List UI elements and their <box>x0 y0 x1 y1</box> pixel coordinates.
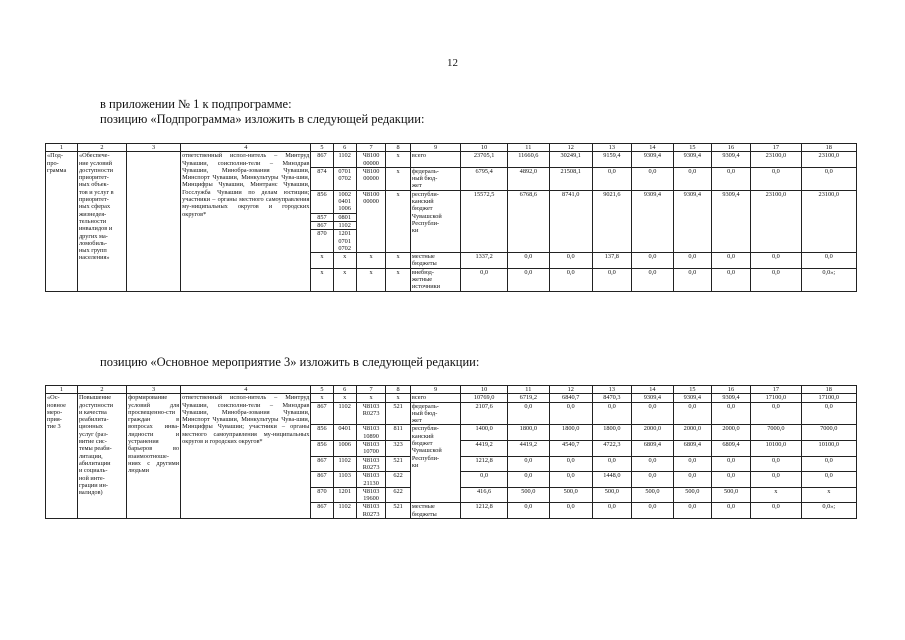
value-cell: 0,0 <box>592 402 631 425</box>
value-cell: 0,0 <box>461 268 508 291</box>
value-cell: 500,0 <box>711 487 750 503</box>
table-cell: 856 <box>311 190 333 213</box>
value-cell: 9309,4 <box>632 394 674 402</box>
table-row <box>46 152 857 168</box>
column-number: 13 <box>592 386 631 394</box>
table-cell: 1102 <box>333 152 356 168</box>
value-cell: 10769,0 <box>461 394 508 402</box>
table-cell: 521 <box>386 402 411 425</box>
table-cell: 1201 <box>333 487 356 503</box>
value-cell: 15572,5 <box>461 190 508 252</box>
value-cell: 0,0 <box>711 503 750 519</box>
column-number: 18 <box>801 386 856 394</box>
value-cell: 17100,0 <box>751 394 801 402</box>
table-cell: x <box>386 190 411 252</box>
table-cell: внебюд- жетные источники <box>410 268 460 291</box>
table-cell: федераль- ный бюд- жет <box>410 167 460 190</box>
table-cell: 1006 <box>333 441 356 457</box>
table-cell: x <box>311 253 333 269</box>
value-cell: 0,0 <box>751 253 801 269</box>
table-cell: 867 <box>311 472 333 488</box>
value-cell: 23100,0 <box>801 190 856 252</box>
table-cell: x <box>356 268 385 291</box>
table-cell: x <box>356 394 385 402</box>
section-2-heading: позицию «Основное мероприятие 3» изложить в следующей редакции: <box>100 355 480 369</box>
value-cell: 0,0 <box>549 402 592 425</box>
value-cell: 500,0 <box>549 487 592 503</box>
value-cell: 6809,4 <box>711 441 750 457</box>
column-number: 5 <box>311 144 333 152</box>
value-cell: 21508,1 <box>549 167 592 190</box>
table-cell: 1102 <box>333 503 356 519</box>
value-cell: 2000,0 <box>632 425 674 441</box>
table-cell: 870 <box>311 230 333 253</box>
table-cell: Ч8100 00000 <box>356 167 385 190</box>
value-cell: 0,0 <box>632 167 674 190</box>
value-cell: 1448,0 <box>592 472 631 488</box>
value-cell: 9309,4 <box>632 190 674 252</box>
value-cell: 1337,2 <box>461 253 508 269</box>
table-cell: Ч8103 21130 <box>356 472 385 488</box>
table-cell: «Обеспече- ние условий доступности приоритет- ных объек- тов и услуг в приоритет- ных сферах жизнедея- тельности инвалидов и других ма- ломобиль- ных групп населения» <box>77 152 126 291</box>
value-cell: 0,0 <box>751 167 801 190</box>
value-cell: 0,0 <box>751 268 801 291</box>
value-cell: 0,0 <box>632 268 674 291</box>
table-cell: 0401 <box>333 425 356 441</box>
table-cell: республи- канский бюджет Чувашской Республи- ки <box>410 190 460 252</box>
value-cell: 0,0 <box>549 253 592 269</box>
page-number: 12 <box>447 57 458 69</box>
table-cell: 323 <box>386 441 411 457</box>
table-cell: 1201 0701 0702 <box>333 230 356 253</box>
value-cell: 4540,7 <box>549 441 592 457</box>
value-cell: 1212,8 <box>461 456 508 472</box>
table-cell: 1102 <box>333 456 356 472</box>
value-cell: 9021,6 <box>592 190 631 252</box>
value-cell: 0,0 <box>507 503 549 519</box>
value-cell: 6840,7 <box>549 394 592 402</box>
column-number: 14 <box>632 144 674 152</box>
value-cell: 23100,0 <box>801 152 856 168</box>
value-cell: 11660,6 <box>507 152 549 168</box>
column-number: 3 <box>127 144 181 152</box>
value-cell: 500,0 <box>673 487 711 503</box>
column-number: 2 <box>77 386 126 394</box>
table-cell: x <box>356 253 385 269</box>
value-cell: 0,0 <box>549 503 592 519</box>
value-cell: 0,0 <box>801 402 856 425</box>
table-cell: x <box>333 394 356 402</box>
value-cell: 0,0 <box>673 503 711 519</box>
column-number: 4 <box>181 386 311 394</box>
table-cell: 622 <box>386 472 411 488</box>
value-cell: 0,0 <box>801 167 856 190</box>
value-cell: 7000,0 <box>751 425 801 441</box>
column-number: 16 <box>711 144 750 152</box>
value-cell: 0,0 <box>673 456 711 472</box>
value-cell: 23100,0 <box>751 152 801 168</box>
value-cell: 0,0 <box>711 268 750 291</box>
table-cell: 521 <box>386 456 411 472</box>
table-cell: Ч8103 R0273 <box>356 456 385 472</box>
value-cell: 0,0 <box>632 456 674 472</box>
table-cell: 811 <box>386 425 411 441</box>
value-cell: 0,0 <box>549 472 592 488</box>
column-number: 5 <box>311 386 333 394</box>
table-cell: Ч8100 00000 <box>356 190 385 252</box>
value-cell: 0,0 <box>507 472 549 488</box>
table-cell: 0701 0702 <box>333 167 356 190</box>
value-cell: 4722,3 <box>592 441 631 457</box>
table-cell: Ч8103 10700 <box>356 441 385 457</box>
value-cell: 9309,4 <box>632 152 674 168</box>
value-cell: 6809,4 <box>673 441 711 457</box>
value-cell: 500,0 <box>632 487 674 503</box>
value-cell: 9309,4 <box>673 394 711 402</box>
table-cell: 521 <box>386 503 411 519</box>
table-cell: x <box>386 268 411 291</box>
column-number: 7 <box>356 144 385 152</box>
table-cell: 867 <box>311 152 333 168</box>
table-cell: 867 <box>311 221 333 229</box>
column-number: 10 <box>461 386 508 394</box>
value-cell: 9309,4 <box>711 152 750 168</box>
value-cell: 0,0 <box>507 253 549 269</box>
table-cell: x <box>333 268 356 291</box>
value-cell: 0,0 <box>751 456 801 472</box>
value-cell: 0,0 <box>751 503 801 519</box>
value-cell: 137,8 <box>592 253 631 269</box>
column-number: 12 <box>549 144 592 152</box>
value-cell: 0,0 <box>632 503 674 519</box>
value-cell: 0,0 <box>751 402 801 425</box>
value-cell: 8470,3 <box>592 394 631 402</box>
table-cell: x <box>311 268 333 291</box>
table-cell: федераль- ный бюд- жет <box>410 402 460 425</box>
table-cell: Ч8103 R0273 <box>356 503 385 519</box>
table-cell: местные бюджеты <box>410 503 460 519</box>
value-cell: 1212,8 <box>461 503 508 519</box>
column-number-row <box>46 144 857 152</box>
value-cell: 8741,0 <box>549 190 592 252</box>
value-cell: 4419,2 <box>461 441 508 457</box>
table-cell: местные бюджеты <box>410 253 460 269</box>
value-cell: 4892,0 <box>507 167 549 190</box>
value-cell: 23100,0 <box>751 190 801 252</box>
value-cell: 9309,4 <box>673 152 711 168</box>
value-cell: 0,0 <box>507 268 549 291</box>
table-cell: 857 <box>311 213 333 221</box>
table-cell: Ч8100 00000 <box>356 152 385 168</box>
value-cell: 500,0 <box>507 487 549 503</box>
value-cell: 0,0 <box>592 167 631 190</box>
value-cell: 1800,0 <box>549 425 592 441</box>
table-cell: 867 <box>311 456 333 472</box>
value-cell: 0,0 <box>461 472 508 488</box>
table-cell: Ч8103 R0273 <box>356 402 385 425</box>
column-number: 16 <box>711 386 750 394</box>
column-number: 9 <box>410 144 460 152</box>
table-cell: формирование условий для просвещенно-сти граждан в вопросах инва-лидности и устранения барьеров во взаимоотноше-ниях с другими людьми <box>127 394 181 519</box>
table-cell: 622 <box>386 487 411 503</box>
table-cell: 1102 <box>333 221 356 229</box>
column-number: 3 <box>127 386 181 394</box>
table-cell: 1102 <box>333 402 356 425</box>
column-number: 18 <box>801 144 856 152</box>
value-cell: 10100,0 <box>751 441 801 457</box>
value-cell: 4419,2 <box>507 441 549 457</box>
column-number: 11 <box>507 144 549 152</box>
value-cell: 6719,2 <box>507 394 549 402</box>
value-cell: 7000,0 <box>801 425 856 441</box>
column-number: 6 <box>333 386 356 394</box>
value-cell: 0,0 <box>751 472 801 488</box>
value-cell: 0,0 <box>507 456 549 472</box>
column-number: 8 <box>386 144 411 152</box>
column-number: 17 <box>751 144 801 152</box>
table-cell <box>127 152 181 291</box>
value-cell: 0,0 <box>711 253 750 269</box>
value-cell: 30249,1 <box>549 152 592 168</box>
value-cell: 0,0 <box>549 456 592 472</box>
value-cell: 0,0 <box>673 402 711 425</box>
column-number: 9 <box>410 386 460 394</box>
value-cell: 9159,4 <box>592 152 631 168</box>
value-cell: 0,0 <box>592 503 631 519</box>
table-cell: 870 <box>311 487 333 503</box>
value-cell: 416,6 <box>461 487 508 503</box>
table-cell: 856 <box>311 441 333 457</box>
table-row <box>46 394 857 402</box>
value-cell: 2107,6 <box>461 402 508 425</box>
column-number: 8 <box>386 386 411 394</box>
value-cell: 6809,4 <box>632 441 674 457</box>
value-cell: 6768,6 <box>507 190 549 252</box>
value-cell: 0,0 <box>801 253 856 269</box>
table-cell: 0801 <box>333 213 356 221</box>
value-cell: x <box>801 487 856 503</box>
value-cell: 17100,0 <box>801 394 856 402</box>
table-cell: x <box>386 253 411 269</box>
table-cell: 1103 <box>333 472 356 488</box>
table-cell: республи- канский бюджет Чувашской Республи- ки <box>410 425 460 503</box>
value-cell: 0,0 <box>711 472 750 488</box>
value-cell: 0,0 <box>549 268 592 291</box>
table-cell: x <box>311 394 333 402</box>
value-cell: 0,0 <box>632 253 674 269</box>
table-cell: ответственный испол-нитель – Минтруд Чувашии, соисполни-тели – Минздрав Чувашии, Минобра-зования Чувашии, Минспорт Чувашии, Минкультуры Чува-шии, Минцифры Чувашии; участники – органы местного самоуправления му-ниципальных округов и городских округов* <box>181 394 311 519</box>
value-cell: 0,0 <box>711 456 750 472</box>
table-cell: 867 <box>311 402 333 425</box>
table-cell: x <box>386 167 411 190</box>
column-number: 17 <box>751 386 801 394</box>
column-number: 1 <box>46 386 78 394</box>
value-cell: 0,0 <box>632 402 674 425</box>
table-cell: «Ос- новное меро- прия- тие 3 <box>46 394 78 519</box>
column-number: 14 <box>632 386 674 394</box>
table-cell: ответственный испол-нитель – Минтруд Чувашии, соисполни-тели – Минздрав Чувашии, Минобра-зования Чувашии, Минспорт Чувашии, Минкультуры Чува-шии, Минцифры Чувашии, Минтранс Чувашии, Госслужба Чувашии по делам юстиции; участники – органы местного самоуправления му-ниципальных округов и городских округов* <box>181 152 311 291</box>
value-cell: 10100,0 <box>801 441 856 457</box>
column-number: 1 <box>46 144 78 152</box>
value-cell: x <box>751 487 801 503</box>
table-cell: 856 <box>311 425 333 441</box>
value-cell: 6795,4 <box>461 167 508 190</box>
value-cell: 0,0»; <box>801 503 856 519</box>
value-cell: 9309,4 <box>711 190 750 252</box>
value-cell: 0,0 <box>801 472 856 488</box>
value-cell: 0,0 <box>592 456 631 472</box>
column-number: 7 <box>356 386 385 394</box>
column-number: 12 <box>549 386 592 394</box>
table-cell: 1002 0401 1006 <box>333 190 356 213</box>
subprogram-table <box>45 143 857 292</box>
value-cell: 0,0 <box>673 472 711 488</box>
table-cell: Ч8103 19600 <box>356 487 385 503</box>
value-cell: 1800,0 <box>507 425 549 441</box>
table-cell: «Под- про- грамма <box>46 152 78 291</box>
value-cell: 1400,0 <box>461 425 508 441</box>
column-number: 6 <box>333 144 356 152</box>
column-number: 10 <box>461 144 508 152</box>
table-cell: Ч8103 10890 <box>356 425 385 441</box>
column-number-row <box>46 386 857 394</box>
value-cell: 1800,0 <box>592 425 631 441</box>
value-cell: 0,0 <box>801 456 856 472</box>
column-number: 2 <box>77 144 126 152</box>
column-number: 13 <box>592 144 631 152</box>
value-cell: 2000,0 <box>711 425 750 441</box>
intro-line-1: в приложении № 1 к подпрограмме: <box>100 97 292 111</box>
value-cell: 0,0»; <box>801 268 856 291</box>
table-cell: всего <box>410 152 460 168</box>
value-cell: 2000,0 <box>673 425 711 441</box>
value-cell: 23705,1 <box>461 152 508 168</box>
intro-line-2: позицию «Подпрограмма» изложить в следующей редакции: <box>100 112 425 126</box>
table-cell: всего <box>410 394 460 402</box>
column-number: 15 <box>673 144 711 152</box>
value-cell: 0,0 <box>592 268 631 291</box>
value-cell: 0,0 <box>711 167 750 190</box>
value-cell: 9309,4 <box>711 394 750 402</box>
column-number: 4 <box>181 144 311 152</box>
main-activity-table <box>45 385 857 519</box>
table-cell: x <box>386 152 411 168</box>
column-number: 15 <box>673 386 711 394</box>
table-cell: x <box>386 394 411 402</box>
value-cell: 0,0 <box>673 167 711 190</box>
value-cell: 0,0 <box>711 402 750 425</box>
value-cell: 0,0 <box>673 253 711 269</box>
table-cell: 867 <box>311 503 333 519</box>
value-cell: 0,0 <box>507 402 549 425</box>
value-cell: 0,0 <box>673 268 711 291</box>
value-cell: 0,0 <box>632 472 674 488</box>
value-cell: 9309,4 <box>673 190 711 252</box>
table-cell: 874 <box>311 167 333 190</box>
table-cell: Повышение доступности и качества реабилита- ционных услуг (раз- витие сис- темы реаби- литации, абилитации и социаль- ной инте- грации ин- валидов) <box>77 394 126 519</box>
column-number: 11 <box>507 386 549 394</box>
table-cell: x <box>333 253 356 269</box>
value-cell: 500,0 <box>592 487 631 503</box>
